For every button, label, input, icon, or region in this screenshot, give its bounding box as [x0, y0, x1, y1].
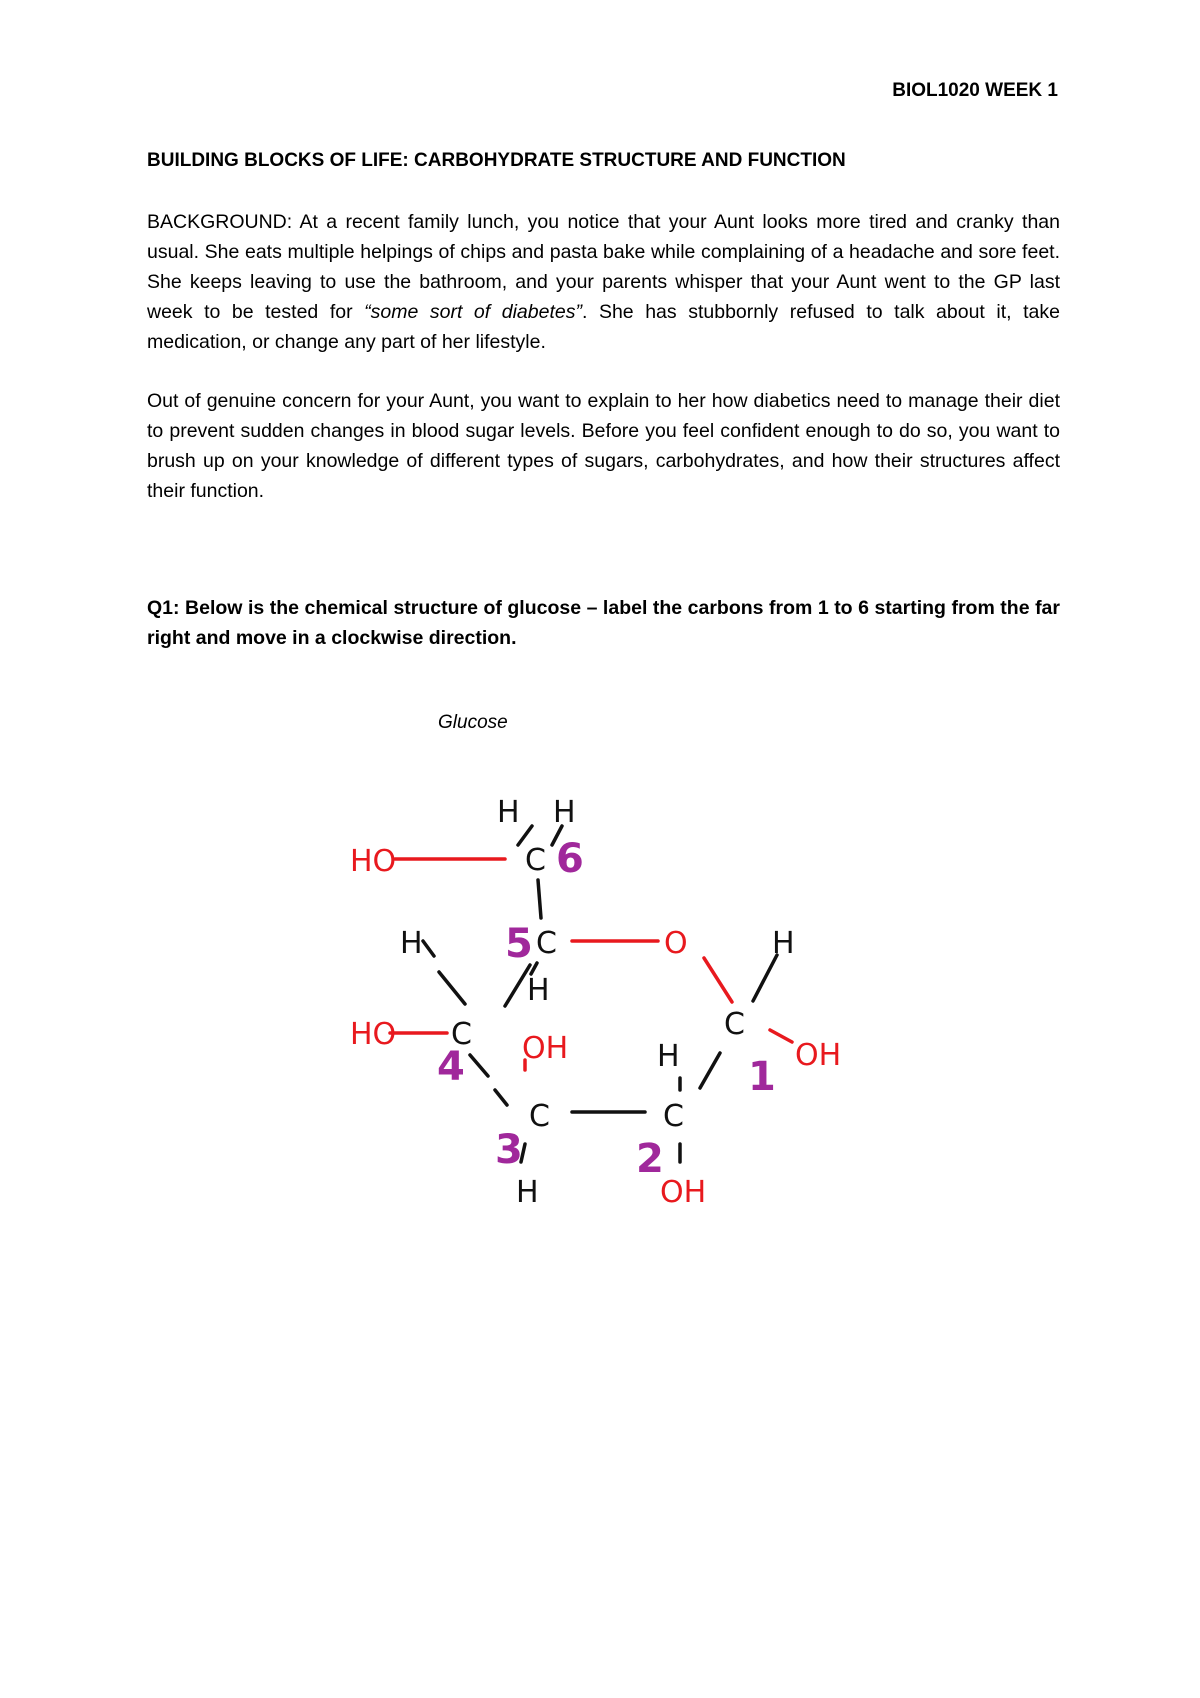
atom-o: O [664, 926, 688, 961]
background-quote: “some sort of diabetes” [364, 301, 582, 323]
atom-c4: C [451, 1017, 472, 1052]
bond-c6-c5 [538, 880, 541, 918]
carbon-label-2: 2 [636, 1136, 664, 1182]
bond-c1-oh [770, 1030, 792, 1042]
atom-h: H [553, 795, 576, 830]
background-label: BACKGROUND: [147, 211, 293, 233]
atom-ho: HO [350, 1017, 397, 1052]
bond-c2-c1 [700, 1053, 720, 1088]
bond-o-c1 [704, 958, 732, 1002]
atom-c5: C [536, 926, 557, 961]
background-paragraph [147, 207, 1060, 357]
course-header: BIOL1020 WEEK 1 [892, 80, 1058, 101]
atom-h: H [527, 973, 550, 1008]
bond-c4-h-top [423, 941, 434, 956]
atom-h: H [772, 926, 795, 961]
atom-h: H [497, 795, 520, 830]
glucose-structure [340, 760, 860, 1220]
carbon-label-3: 3 [495, 1127, 523, 1173]
atom-ho: HO [350, 844, 397, 879]
carbon-label-5: 5 [505, 921, 533, 967]
atom-oh: OH [660, 1175, 707, 1210]
background-text: At a recent family lunch, you notice that your Aunt looks more tired and cranky than usual. She eats multiple helpings of chips and pasta bake while complaining of a headache and sore feet. She keeps leaving to use the bathroom, and your parents whisper that your Aunt went to the GP last week to be tested for [147, 211, 1060, 323]
carbon-label-1: 1 [748, 1054, 776, 1100]
bond-c4-h [439, 972, 465, 1004]
background-text-end: . She has stubbornly refused to talk about it, take medication, or change any part of her lifestyle. [147, 301, 1060, 353]
carbon-label-4: 4 [437, 1044, 465, 1090]
figure-caption: Glucose [438, 712, 508, 733]
atom-c2: C [663, 1099, 684, 1134]
atom-oh: OH [795, 1038, 842, 1073]
atom-oh: OH [522, 1031, 569, 1066]
bond-c4-c3 [495, 1090, 507, 1105]
concern-paragraph: Out of genuine concern for your Aunt, you want to explain to her how diabetics need to manage their diet to prevent sudden changes in blood sugar levels. Before you feel confident enough to do so, you want to brush up on your knowledge of different types of sugars, carbohydrates, and how their structures affect their function. [147, 390, 1060, 502]
atom-c1: C [724, 1007, 745, 1042]
atom-c3: C [529, 1099, 550, 1134]
atom-h: H [516, 1175, 539, 1210]
bonds [423, 826, 777, 1162]
bond-c4-c3-top [470, 1055, 488, 1076]
atom-c6: C [525, 843, 546, 878]
bond-c1-h [753, 955, 777, 1001]
atom-h: H [400, 926, 423, 961]
atom-h: H [657, 1039, 680, 1074]
question-1: Q1: Below is the chemical structure of glucose – label the carbons from 1 to 6 starting from the far right and move in a clockwise direction. [147, 597, 1060, 649]
page-title: BUILDING BLOCKS OF LIFE: CARBOHYDRATE STRUCTURE AND FUNCTION [147, 150, 846, 171]
carbon-label-6: 6 [556, 836, 584, 882]
